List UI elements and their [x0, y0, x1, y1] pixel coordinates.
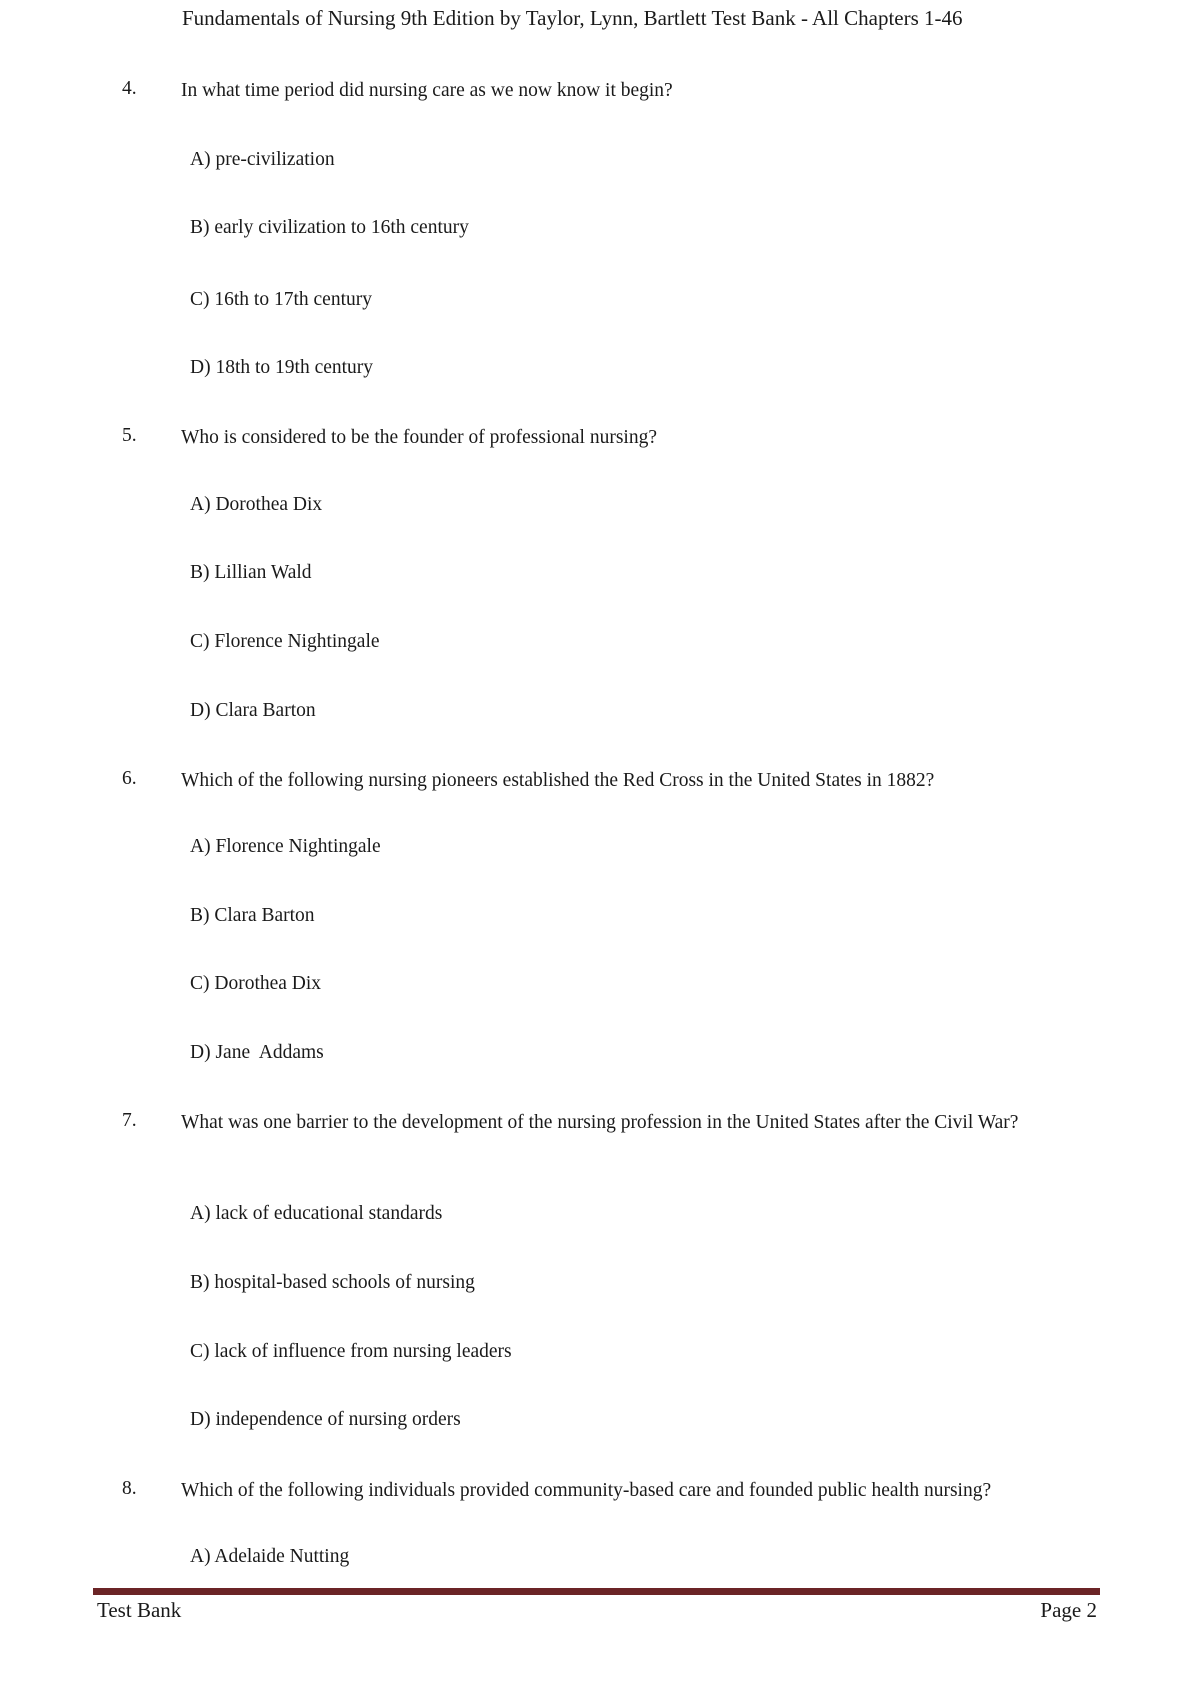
answer-option: A) Adelaide Nutting	[190, 1546, 350, 1567]
answer-option: A) pre-civilization	[190, 149, 335, 170]
answer-option: B) hospital-based schools of nursing	[190, 1272, 475, 1293]
question-number: 6.	[122, 768, 137, 789]
question-text: Which of the following nursing pioneers established the Red Cross in the United States in 1882?	[181, 770, 935, 791]
question-number: 8.	[122, 1478, 137, 1499]
answer-option: B) Lillian Wald	[190, 562, 312, 583]
answer-option: B) early civilization to 16th century	[190, 217, 469, 238]
answer-option: A) Florence Nightingale	[190, 836, 381, 857]
answer-option: D) 18th to 19th century	[190, 357, 374, 378]
question-text: Who is considered to be the founder of professional nursing?	[181, 427, 657, 448]
question-text: Which of the following individuals provided community-based care and founded public health nursing?	[181, 1480, 992, 1501]
page-number: Page 2	[1040, 1598, 1097, 1622]
question-number: 7.	[122, 1110, 137, 1131]
answer-option: C) 16th to 17th century	[190, 289, 372, 310]
answer-option: A) Dorothea Dix	[190, 494, 323, 515]
question-text: In what time period did nursing care as we now know it begin?	[181, 80, 673, 101]
answer-option: D) Clara Barton	[190, 700, 316, 721]
question-text: What was one barrier to the development of the nursing profession in the United States after the Civil War?	[181, 1112, 1019, 1133]
answer-option: C) Florence Nightingale	[190, 631, 380, 652]
footer-label: Test Bank	[97, 1598, 182, 1622]
answer-option: C) lack of influence from nursing leaders	[190, 1341, 512, 1362]
answer-option: C) Dorothea Dix	[190, 973, 322, 994]
page-header-title: Fundamentals of Nursing 9th Edition by Taylor, Lynn, Bartlett Test Bank - All Chapters 1-46	[182, 6, 963, 30]
answer-option: A) lack of educational standards	[190, 1203, 443, 1224]
answer-option: D) Jane Addams	[190, 1042, 324, 1063]
footer-divider	[93, 1588, 1100, 1595]
answer-option: B) Clara Barton	[190, 905, 315, 926]
question-number: 4.	[122, 78, 137, 99]
question-number: 5.	[122, 425, 137, 446]
answer-option: D) independence of nursing orders	[190, 1409, 461, 1430]
